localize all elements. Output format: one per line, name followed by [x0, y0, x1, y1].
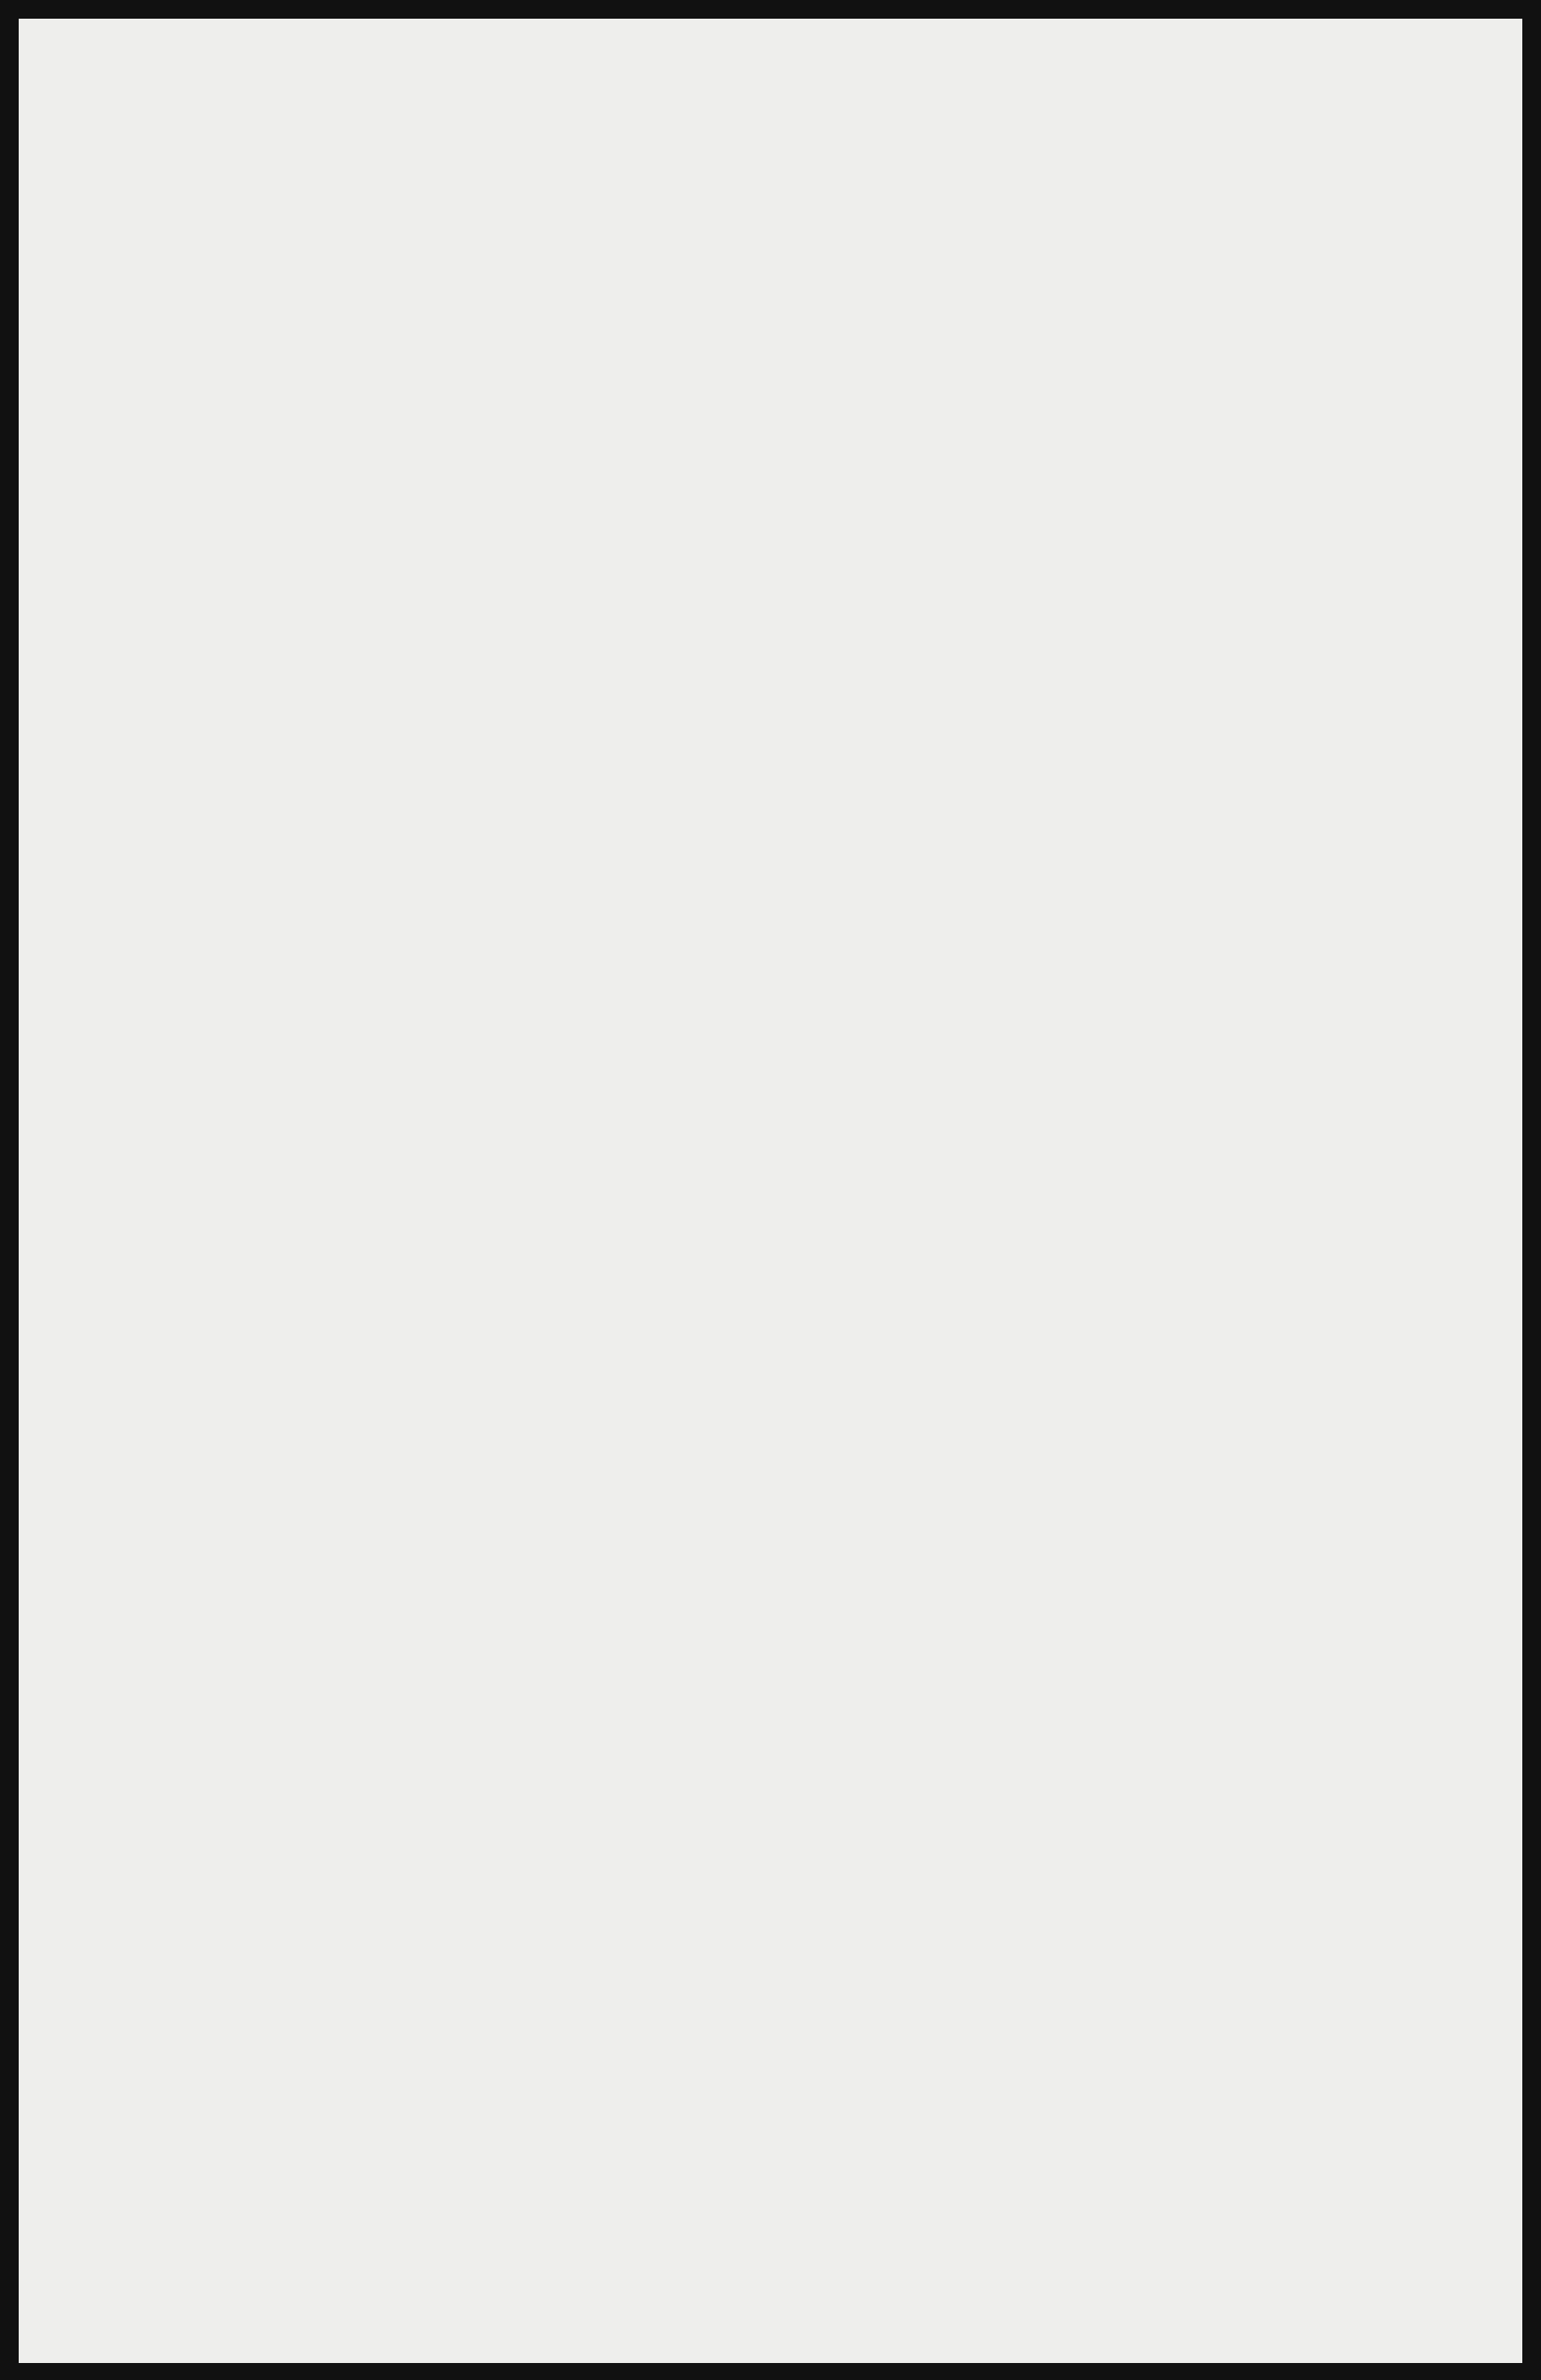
book-page	[19, 19, 1522, 2363]
